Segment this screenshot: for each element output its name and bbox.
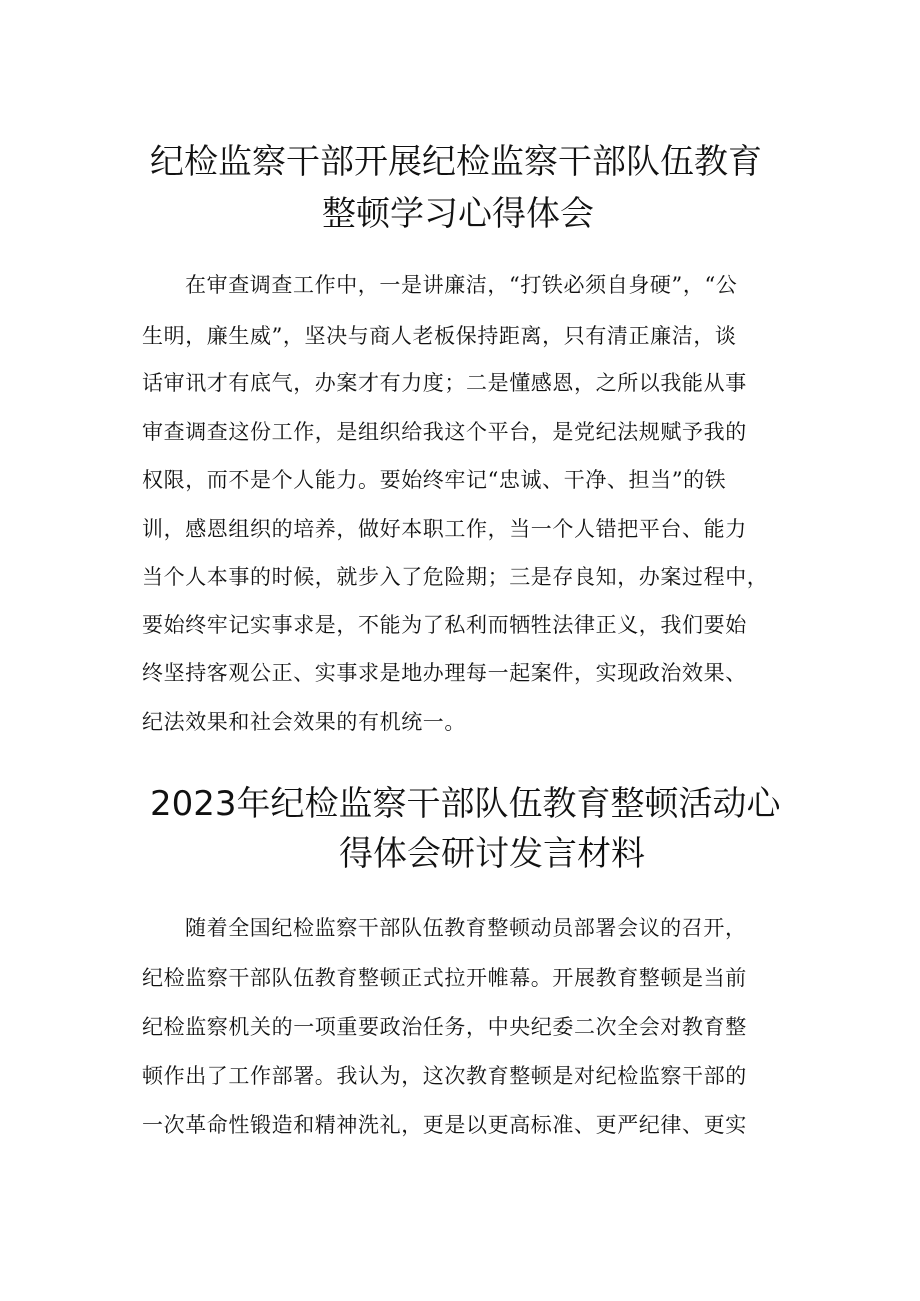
- paragraph-line: 顿作出了工作部署。我认为，这次教育整顿是对纪检监察干部的: [142, 1064, 747, 1088]
- paragraph-line: 训，感恩组织的培养，做好本职工作，当一个人错把平台、能力: [142, 517, 747, 541]
- paragraph-line: 纪检监察干部队伍教育整顿正式拉开帷幕。开展教育整顿是当前: [142, 966, 747, 990]
- paragraph-line: 权限，而不是个人能力。要始终牢记“忠诚、干净、担当”的铁: [142, 468, 727, 492]
- paragraph-line: 随着全国纪检监察干部队伍教育整顿动员部署会议的召开，: [185, 916, 747, 940]
- paragraph-line: 在审查调查工作中，一是讲廉洁，“打铁必须自身硬”，“公: [185, 273, 738, 297]
- section-2-title-line-1: 2023年纪检监察干部队伍教育整顿活动心: [150, 784, 781, 824]
- paragraph-line: 一次革命性锻造和精神洗礼，更是以更高标准、更严纪律、更实: [142, 1113, 747, 1137]
- section-1-title-line-1: 纪检监察干部开展纪检监察干部队伍教育: [150, 142, 762, 182]
- paragraph-line: 当个人本事的时候，就步入了危险期；三是存良知，办案过程中，: [142, 565, 769, 589]
- paragraph-line: 审查调查这份工作，是组织给我这个平台，是党纪法规赋予我的: [142, 420, 747, 444]
- paragraph-line: 纪法效果和社会效果的有机统一。: [142, 710, 466, 734]
- paragraph-line: 生明，廉生威”，坚决与商人老板保持距离，只有清正廉洁，谈: [142, 324, 737, 348]
- paragraph-line: 终坚持客观公正、实事求是地办理每一起案件，实现政治效果、: [142, 661, 747, 685]
- section-1-title-line-2: 整顿学习心得体会: [322, 194, 594, 234]
- paragraph-line: 要始终牢记实事求是，不能为了私利而牺牲法律正义，我们要始: [142, 613, 747, 637]
- paragraph-line: 话审讯才有底气，办案才有力度；二是懂感恩，之所以我能从事: [142, 371, 747, 395]
- section-2-title-line-2: 得体会研讨发言材料: [339, 834, 645, 874]
- paragraph-line: 纪检监察机关的一项重要政治任务，中央纪委二次全会对教育整: [142, 1015, 747, 1039]
